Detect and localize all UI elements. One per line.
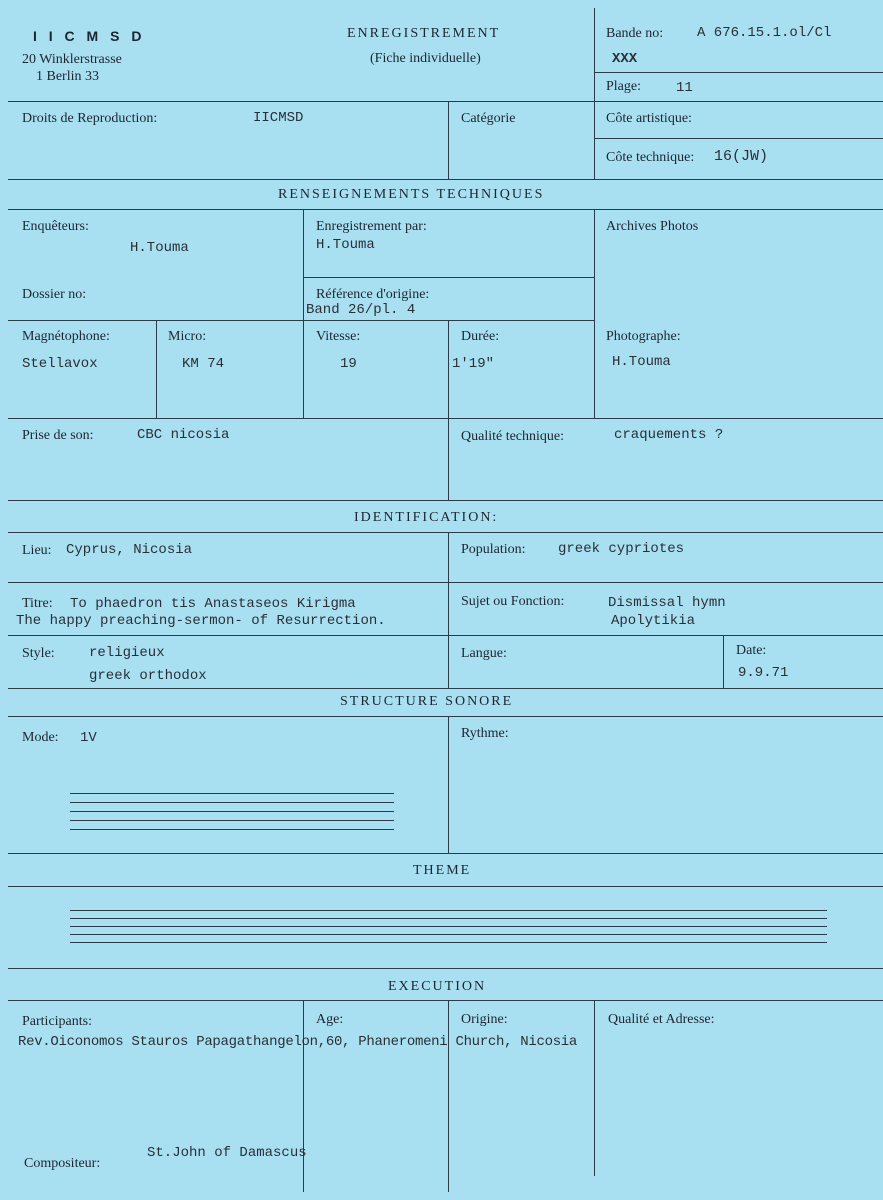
- rule-style-bottom: [8, 688, 883, 689]
- tech-heading: RENSEIGNEMENTS TECHNIQUES: [278, 187, 545, 202]
- bande-label: Bande no:: [606, 26, 664, 41]
- execution-heading: EXECUTION: [388, 979, 487, 994]
- mode-label: Mode:: [22, 730, 59, 745]
- structure-heading: STRUCTURE SONORE: [340, 694, 514, 709]
- origine-label: Origine:: [461, 1012, 508, 1027]
- theme-staff-line: [70, 926, 827, 927]
- rule-enregistrement-split: [303, 277, 594, 278]
- population-label: Population:: [461, 542, 526, 557]
- rule-date-divider: [723, 635, 724, 688]
- rule-structure-bottom: [8, 853, 883, 854]
- rule-structure-heading-bottom: [8, 716, 883, 717]
- rule-structure-divider: [448, 716, 449, 853]
- form-title: ENREGISTREMENT: [347, 26, 501, 41]
- enqueteurs-value: H.Touma: [130, 240, 189, 256]
- duree-label: Durée:: [461, 329, 500, 344]
- rule-titre-bottom: [8, 635, 883, 636]
- reference-label: Référence d'origine:: [316, 287, 430, 302]
- rule-duree-divider: [448, 320, 449, 418]
- mode-staff-line: [70, 802, 394, 803]
- titre-value-line-2: The happy preaching-sermon- of Resurrection.: [16, 613, 386, 629]
- rule-lieu-bottom: [8, 582, 883, 583]
- rythme-label: Rythme:: [461, 726, 509, 741]
- form-subtitle: (Fiche individuelle): [370, 51, 481, 66]
- date-label: Date:: [736, 643, 767, 658]
- langue-label: Langue:: [461, 646, 507, 661]
- qualite-technique-label: Qualité technique:: [461, 429, 565, 444]
- plage-value: 11: [676, 80, 693, 96]
- rule-execution-heading-bottom: [8, 1000, 883, 1001]
- rule-equipment-bottom: [8, 418, 883, 419]
- rule-age-divider: [303, 1000, 304, 1192]
- theme-staff-line: [70, 910, 827, 911]
- style-value-line-2: greek orthodox: [89, 668, 207, 684]
- droits-value: IICMSD: [253, 110, 304, 126]
- mode-staff-line: [70, 811, 394, 812]
- photographe-value: H.Touma: [612, 354, 671, 370]
- prise-de-son-label: Prise de son:: [22, 428, 94, 443]
- rule-theme-bottom: [8, 968, 883, 969]
- sujet-value-line-1: Dismissal hymn: [608, 595, 726, 611]
- theme-staff-line: [70, 918, 827, 919]
- identification-heading: IDENTIFICATION:: [354, 510, 499, 525]
- magnetophone-label: Magnétophone:: [22, 329, 110, 344]
- rule-header-right-1: [594, 72, 883, 73]
- rule-ident-heading-bottom: [8, 532, 883, 533]
- rule-cote-split: [594, 138, 883, 139]
- rule-dossier-bottom: [8, 320, 594, 321]
- mode-staff-line: [70, 793, 394, 794]
- photographe-label: Photographe:: [606, 329, 681, 344]
- droits-label: Droits de Reproduction:: [22, 111, 158, 126]
- mode-staff-line: [70, 820, 394, 821]
- mode-value: 1V: [80, 730, 97, 746]
- lieu-label: Lieu:: [22, 543, 52, 558]
- enregistrement-par-value: H.Touma: [316, 237, 375, 253]
- org-city: 1 Berlin 33: [36, 69, 99, 84]
- rule-rights-bottom: [8, 179, 883, 180]
- rule-tech-col-mid: [303, 209, 304, 418]
- plage-label: Plage:: [606, 79, 641, 94]
- org-name: I I C M S D: [33, 28, 146, 44]
- magnetophone-value: Stellavox: [22, 356, 98, 372]
- rule-categorie-divider: [448, 101, 449, 179]
- reference-value: Band 26/pl. 4: [306, 302, 416, 318]
- rule-prise-divider: [448, 418, 449, 500]
- rule-origine-divider: [448, 1000, 449, 1192]
- mode-staff-line: [70, 829, 394, 830]
- qualite-technique-value: craquements ?: [614, 427, 724, 443]
- micro-label: Micro:: [168, 329, 207, 344]
- qualite-adresse-label: Qualité et Adresse:: [608, 1012, 715, 1027]
- style-label: Style:: [22, 646, 55, 661]
- rule-prise-bottom: [8, 500, 883, 501]
- population-value: greek cypriotes: [558, 541, 685, 557]
- sujet-label: Sujet ou Fonction:: [461, 594, 565, 609]
- compositeur-value: St.John of Damascus: [147, 1145, 307, 1161]
- bande-value: A 676.15.1.ol/Cl: [697, 25, 832, 41]
- cote-artistique-label: Côte artistique:: [606, 111, 692, 126]
- participants-label: Participants:: [22, 1014, 92, 1029]
- sujet-value-line-2: Apolytikia: [611, 613, 696, 629]
- rule-micro-divider: [156, 320, 157, 418]
- theme-staff-line: [70, 942, 827, 943]
- rule-qualite-divider: [594, 1000, 595, 1176]
- rule-theme-heading-bottom: [8, 886, 883, 887]
- compositeur-label: Compositeur:: [24, 1156, 101, 1171]
- participants-value: Rev.Oiconomos Stauros Papagathangelon,60, Phaneromeni Church, Nicosia: [18, 1034, 577, 1050]
- theme-staff-line: [70, 934, 827, 935]
- rule-header-bottom: [8, 101, 883, 102]
- style-value-line-1: religieux: [89, 645, 165, 661]
- date-value: 9.9.71: [738, 665, 789, 681]
- enqueteurs-label: Enquêteurs:: [22, 219, 89, 234]
- cote-technique-label: Côte technique:: [606, 150, 695, 165]
- rule-ident-divider: [448, 532, 449, 688]
- lieu-value: Cyprus, Nicosia: [66, 542, 193, 558]
- prise-de-son-value: CBC nicosia: [137, 427, 230, 443]
- enregistrement-par-label: Enregistrement par:: [316, 219, 427, 234]
- theme-heading: THEME: [413, 863, 472, 878]
- age-label: Age:: [316, 1012, 344, 1027]
- bande-mark: XXX: [612, 51, 638, 67]
- org-street: 20 Winklerstrasse: [22, 52, 122, 67]
- archives-photos-label: Archives Photos: [606, 219, 699, 234]
- titre-label: Titre:: [22, 596, 53, 611]
- cote-technique-value: 16(JW): [714, 148, 769, 165]
- rule-header-right-divider: [594, 8, 595, 179]
- dossier-label: Dossier no:: [22, 287, 87, 302]
- titre-value-line-1: To phaedron tis Anastaseos Kirigma: [70, 596, 356, 612]
- vitesse-value: 19: [340, 356, 357, 372]
- categorie-label: Catégorie: [461, 111, 516, 126]
- micro-value: KM 74: [182, 356, 225, 372]
- vitesse-label: Vitesse:: [316, 329, 361, 344]
- duree-value: 1'19": [452, 356, 495, 372]
- rule-tech-col-right: [594, 209, 595, 418]
- rule-tech-heading-bottom: [8, 209, 883, 210]
